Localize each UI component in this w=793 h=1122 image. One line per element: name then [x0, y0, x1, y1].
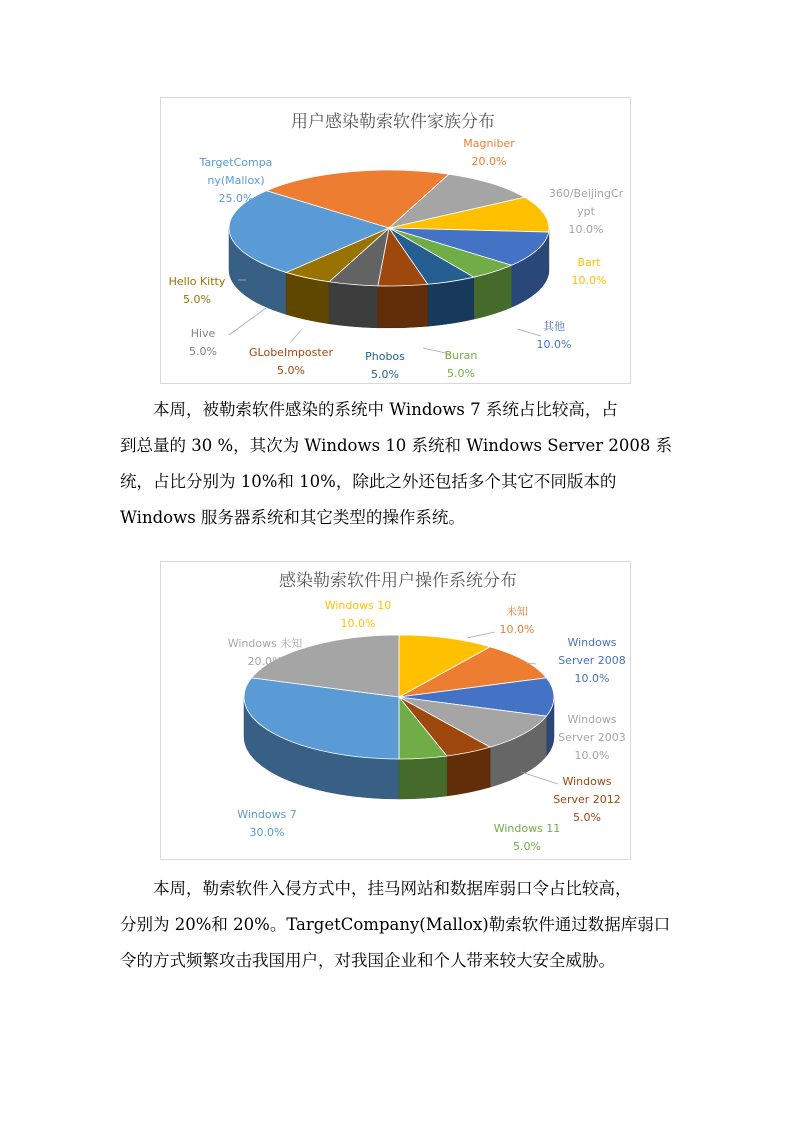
data-label-buran: Buran 5.0% [444, 349, 478, 380]
data-label-bart: Bart 10.0% [571, 256, 607, 287]
intrusion-method-paragraph [120, 871, 680, 979]
chart-title: 用户感染勒索软件家族分布 [291, 112, 495, 132]
data-label-windows-server-2003: Windows Server 2003 10.0% [558, 713, 626, 762]
leader-line-item [467, 632, 495, 638]
ransomware-family-pie-chart [160, 97, 631, 384]
data-label-windows-11: Windows 11 5.0% [493, 822, 561, 853]
para1-line-2: 到总量的 30 %，其次为 Windows 10 系统和 Windows Server 2008 系 [120, 436, 673, 455]
ransomware-family-pie-svg [161, 98, 631, 384]
chart-title: 感染勒索软件用户操作系统分布 [279, 571, 517, 591]
data-label-360-beijingcrypt: 360/BeijingCr ypt 10.0% [548, 187, 624, 236]
para1-line-4: Windows 服务器系统和其它类型的操作系统。 [120, 508, 465, 527]
data-label-windows: Windows 未知 20.0% [227, 637, 303, 668]
data-label-hive: Hive 5.0% [189, 327, 217, 358]
slice-side-globeimposter [378, 284, 428, 328]
para1-line-3: 统，占比分别为 10%和 10%，除此之外还包括多个其它不同版本的 [120, 472, 617, 491]
data-label-magniber: Magniber 20.0% [463, 137, 515, 168]
data-label-windows-10: Windows 10 10.0% [324, 599, 392, 630]
para1-line-1: 本周，被勒索软件感染的系统中 Windows 7 系统占比较高，占 [153, 400, 618, 419]
leader-line-windows-server-2012 [521, 772, 558, 784]
slice-side-windows-11 [399, 756, 447, 799]
leader-line-item [517, 329, 541, 336]
data-label-windows-7: Windows 7 30.0% [237, 808, 297, 839]
data-label-item: 其他 10.0% [536, 320, 572, 351]
slice-side-phobos [428, 277, 474, 326]
data-label-windows-server-2012: Windows Server 2012 5.0% [553, 775, 621, 824]
data-label-globeimposter: GLobeImposter 5.0% [249, 346, 333, 377]
leader-line-globeimposter [291, 330, 301, 342]
para2-line-1: 本周，勒索软件入侵方式中，挂马网站和数据库弱口令占比较高， [153, 879, 632, 898]
data-label-phobos: Phobos 5.0% [365, 350, 405, 381]
leader-line-hive [229, 308, 266, 335]
pie-top [244, 635, 554, 759]
para2-line-2: 分别为 20%和 20%。TargetCompany(Mallox)勒索软件通过数据库弱口 [120, 915, 671, 934]
os-distribution-pie-svg [161, 562, 631, 860]
data-label-item: 未知 10.0% [499, 605, 535, 636]
para2-line-3: 令的方式频繁攻击我国用户，对我国企业和个人带来较大安全威胁。 [120, 951, 615, 970]
slice-side-hive [329, 282, 378, 328]
os-distribution-paragraph [120, 392, 680, 536]
data-label-targetcompany-mallox: TargetCompa ny(Mallox) 25.0% [199, 156, 273, 205]
data-label-windows-server-2008: Windows Server 2008 10.0% [558, 636, 626, 685]
os-distribution-pie-chart [160, 561, 631, 860]
pie-top [229, 170, 549, 286]
data-label-hello-kitty: Hello Kitty 5.0% [168, 275, 226, 306]
